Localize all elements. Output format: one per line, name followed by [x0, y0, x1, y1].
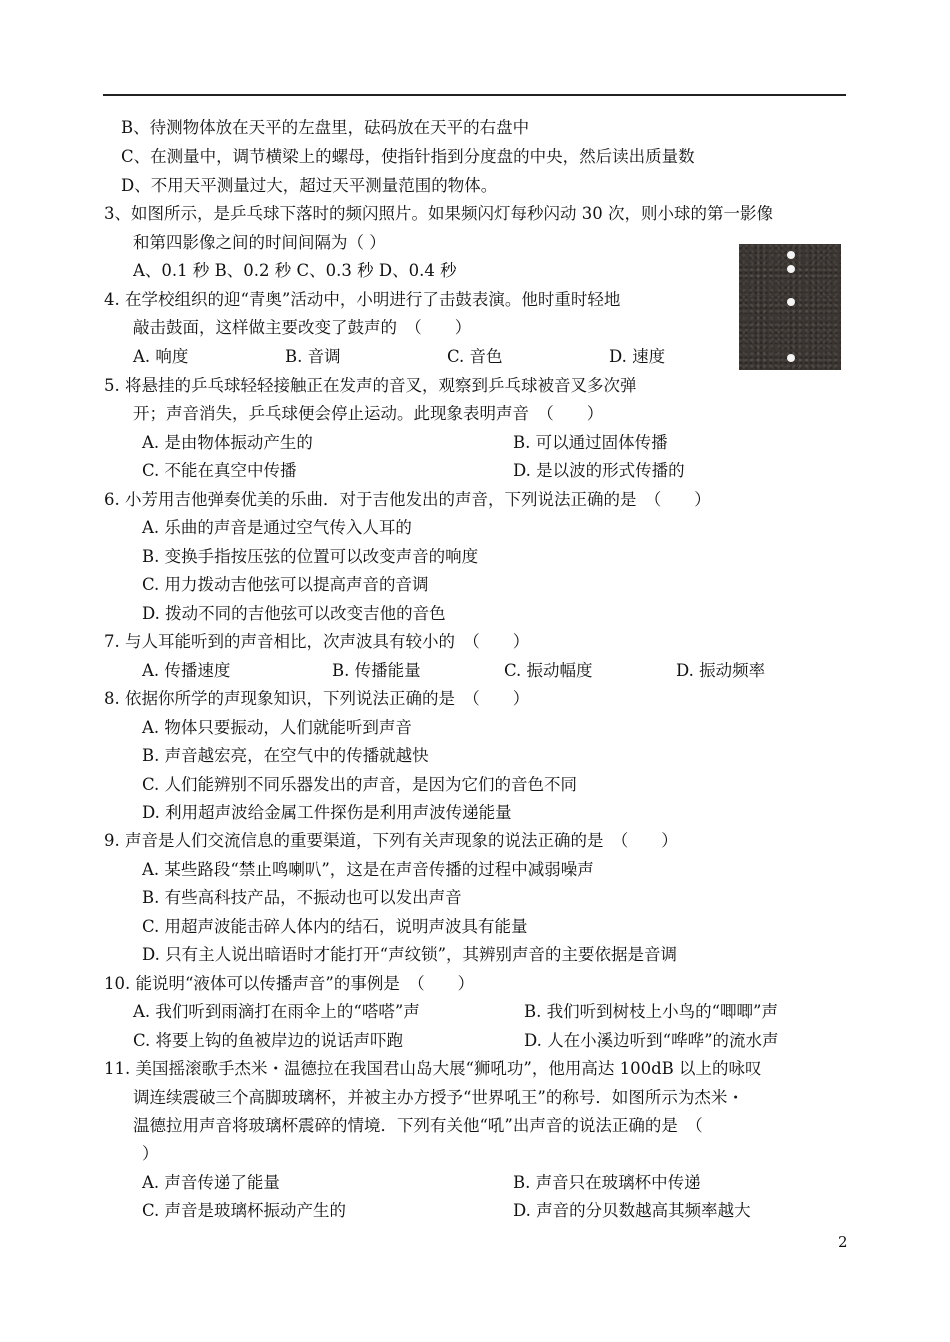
q10-stem: 10. 能说明“液体可以传播声音”的事例是 （ ） [104, 974, 475, 993]
q7-stem: 7. 与人耳能听到的声音相比，次声波具有较小的 （ ） [104, 632, 530, 651]
header-rule [103, 94, 846, 96]
q10-option-a: A. 我们听到雨滴打在雨伞上的“嗒嗒”声 [133, 1002, 420, 1021]
q9-option-d: D. 只有主人说出暗语时才能打开“声纹锁”，其辨别声音的主要依据是音调 [142, 945, 678, 964]
q9-option-c: C. 用超声波能击碎人体内的结石，说明声波具有能量 [142, 917, 528, 936]
q6-option-c: C. 用力拨动吉他弦可以提高声音的音调 [142, 575, 429, 594]
q2-option-d: D、不用天平测量过大，超过天平测量范围的物体。 [121, 176, 498, 195]
q8-option-c: C. 人们能辨别不同乐器发出的声音，是因为它们的音色不同 [142, 775, 578, 794]
q11-stem-paren: ） [142, 1144, 159, 1163]
q4-stem-cont: 敲击鼓面，这样做主要改变了鼓声的 （ ） [133, 318, 472, 337]
ball-image-3 [787, 298, 795, 306]
q4-option-b: B. 音调 [285, 347, 341, 366]
q6-option-b: B. 变换手指按压弦的位置可以改变声音的响度 [142, 547, 479, 566]
q10-option-c: C. 将要上钩的鱼被岸边的说话声吓跑 [133, 1031, 404, 1050]
q5-stem: 5. 将悬挂的乒乓球轻轻接触正在发声的音叉，观察到乒乓球被音叉多次弹 [104, 376, 637, 395]
q8-option-b: B. 声音越宏亮，在空气中的传播就越快 [142, 746, 429, 765]
q5-option-c: C. 不能在真空中传播 [142, 461, 297, 480]
q5-option-a: A. 是由物体振动产生的 [142, 433, 313, 452]
q11-stem-cont: 调连续震破三个高脚玻璃杯，并被主办方授予“世界吼王”的称号．如图所示为杰米・ [133, 1088, 744, 1107]
q11-option-c: C. 声音是玻璃杯振动产生的 [142, 1201, 347, 1220]
ping-pong-strobe-photo [739, 244, 841, 370]
ball-image-2 [787, 265, 795, 273]
q11-stem: 11. 美国摇滚歌手杰米・温德拉在我国君山岛大展“狮吼功”，他用高达 100dB 以上的咏叹 [104, 1059, 762, 1078]
q8-stem: 8. 依据你所学的声现象知识，下列说法正确的是 （ ） [104, 689, 530, 708]
q7-option-d: D. 振动频率 [676, 661, 766, 680]
page-number: 2 [838, 1233, 848, 1251]
q5-option-d: D. 是以波的形式传播的 [513, 461, 685, 480]
q2-option-c: C、在测量中，调节横梁上的螺母，使指针指到分度盘的中央，然后读出质量数 [121, 147, 695, 166]
q9-stem: 9. 声音是人们交流信息的重要渠道，下列有关声现象的说法正确的是 （ ） [104, 831, 678, 850]
q4-option-d: D. 速度 [609, 347, 666, 366]
q8-option-d: D. 利用超声波给金属工件探伤是利用声波传递能量 [142, 803, 512, 822]
q8-option-a: A. 物体只要振动，人们就能听到声音 [142, 718, 412, 737]
q4-option-c: C. 音色 [447, 347, 503, 366]
q7-option-a: A. 传播速度 [142, 661, 231, 680]
q11-option-b: B. 声音只在玻璃杯中传递 [513, 1173, 701, 1192]
q6-option-d: D. 拨动不同的吉他弦可以改变吉他的音色 [142, 604, 446, 623]
q9-option-b: B. 有些高科技产品，不振动也可以发出声音 [142, 888, 462, 907]
q11-option-a: A. 声音传递了能量 [142, 1173, 280, 1192]
q4-option-a: A. 响度 [133, 347, 189, 366]
q6-option-a: A. 乐曲的声音是通过空气传入人耳的 [142, 518, 412, 537]
q3-stem-cont: 和第四影像之间的时间间隔为（ ） [133, 233, 386, 252]
q5-stem-cont: 开；声音消失，乒乓球便会停止运动。此现象表明声音 （ ） [133, 404, 604, 423]
q2-option-b: B、待测物体放在天平的左盘里，砝码放在天平的右盘中 [121, 118, 530, 137]
q11-stem-cont-2: 温德拉用声音将玻璃杯震碎的情境．下列有关他“吼”出声音的说法正确的是 （ [133, 1116, 703, 1135]
q10-option-d: D. 人在小溪边听到“哗哗”的流水声 [524, 1031, 779, 1050]
q7-option-b: B. 传播能量 [332, 661, 421, 680]
q11-option-d: D. 声音的分贝数越高其频率越大 [513, 1201, 751, 1220]
q6-stem: 6. 小芳用吉他弹奏优美的乐曲．对于吉他发出的声音，下列说法正确的是 （ ） [104, 490, 711, 509]
q3-options: A、0.1 秒 B、0.2 秒 C、0.3 秒 D、0.4 秒 [133, 261, 457, 280]
ball-image-1 [787, 251, 795, 259]
q10-option-b: B. 我们听到树枝上小鸟的“唧唧”声 [524, 1002, 778, 1021]
q7-option-c: C. 振动幅度 [504, 661, 593, 680]
ball-image-4 [787, 354, 795, 362]
q3-stem: 3、如图所示，是乒乓球下落时的频闪照片。如果频闪灯每秒闪动 30 次，则小球的第一影像 [104, 204, 773, 223]
q5-option-b: B. 可以通过固体传播 [513, 433, 668, 452]
q4-stem: 4. 在学校组织的迎“青奥”活动中，小明进行了击鼓表演。他时重时轻地 [104, 290, 621, 309]
q9-option-a: A. 某些路段“禁止鸣喇叭”，这是在声音传播的过程中减弱噪声 [142, 860, 594, 879]
